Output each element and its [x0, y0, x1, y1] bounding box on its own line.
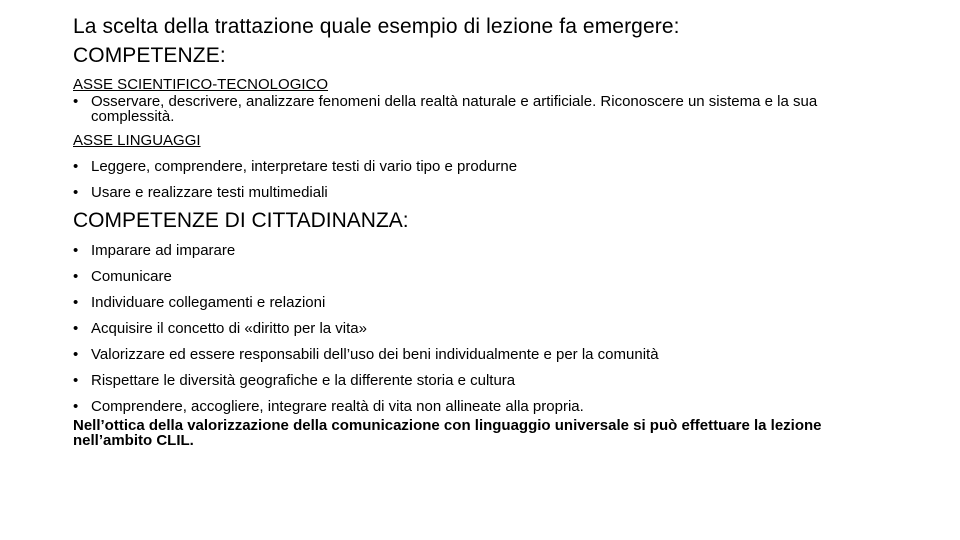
list-item [73, 158, 893, 176]
list-item-text: Individuare collegamenti e relazioni [91, 294, 326, 311]
bullet-icon: • [73, 184, 79, 201]
title-line-1: La scelta della trattazione quale esempio di lezione fa emergere: [73, 15, 680, 38]
bullet-icon: • [73, 398, 79, 415]
list-item [73, 242, 893, 260]
slide-title [73, 12, 893, 70]
bullet-icon: • [73, 372, 79, 389]
asse-linguaggi-heading: ASSE LINGUAGGI [73, 132, 201, 149]
list-item [73, 94, 893, 124]
title-line-2: COMPETENZE: [73, 44, 226, 67]
list-item [73, 184, 893, 202]
list-item [73, 268, 893, 286]
list-item [73, 372, 893, 390]
slide-body [73, 76, 893, 448]
list-item-text: Comunicare [91, 268, 172, 285]
bullet-icon: • [73, 294, 79, 311]
bullet-icon: • [73, 268, 79, 285]
list-item-text: Rispettare le diversità geografiche e la differente storia e cultura [91, 372, 516, 389]
bullet-icon: • [73, 320, 79, 337]
list-item [73, 398, 893, 416]
bullet-icon: • [73, 158, 79, 175]
bullet-icon: • [73, 242, 79, 259]
list-item-text: Acquisire il concetto di «diritto per la vita» [91, 320, 367, 337]
closing-statement: Nell’ottica della valorizzazione della comunicazione con linguaggio universale si può effettuare la lezione nell’ambito CLIL. [73, 417, 822, 449]
list-item-text: Valorizzare ed essere responsabili dell’uso dei beni individualmente e per la comunità [91, 346, 659, 363]
asse-scientifico-heading: ASSE SCIENTIFICO-TECNOLOGICO [73, 76, 329, 93]
list-item [73, 320, 893, 338]
cittadinanza-list [73, 242, 893, 416]
list-item-text: Comprendere, accogliere, integrare realtà di vita non allineate alla propria. [91, 398, 584, 415]
list-item [73, 294, 893, 312]
list-item-text: Imparare ad imparare [91, 242, 236, 259]
list-item-text: Osservare, descrivere, analizzare fenomeni della realtà naturale e artificiale. Riconoscere un sistema e la sua complessità. [91, 93, 818, 125]
cittadinanza-heading: COMPETENZE DI CITTADINANZA: [73, 209, 409, 232]
list-item-text: Leggere, comprendere, interpretare testi di vario tipo e produrne [91, 158, 518, 175]
bullet-icon: • [73, 93, 79, 110]
list-item-text: Usare e realizzare testi multimediali [91, 184, 328, 201]
bullet-icon: • [73, 346, 79, 363]
list-item [73, 346, 893, 364]
